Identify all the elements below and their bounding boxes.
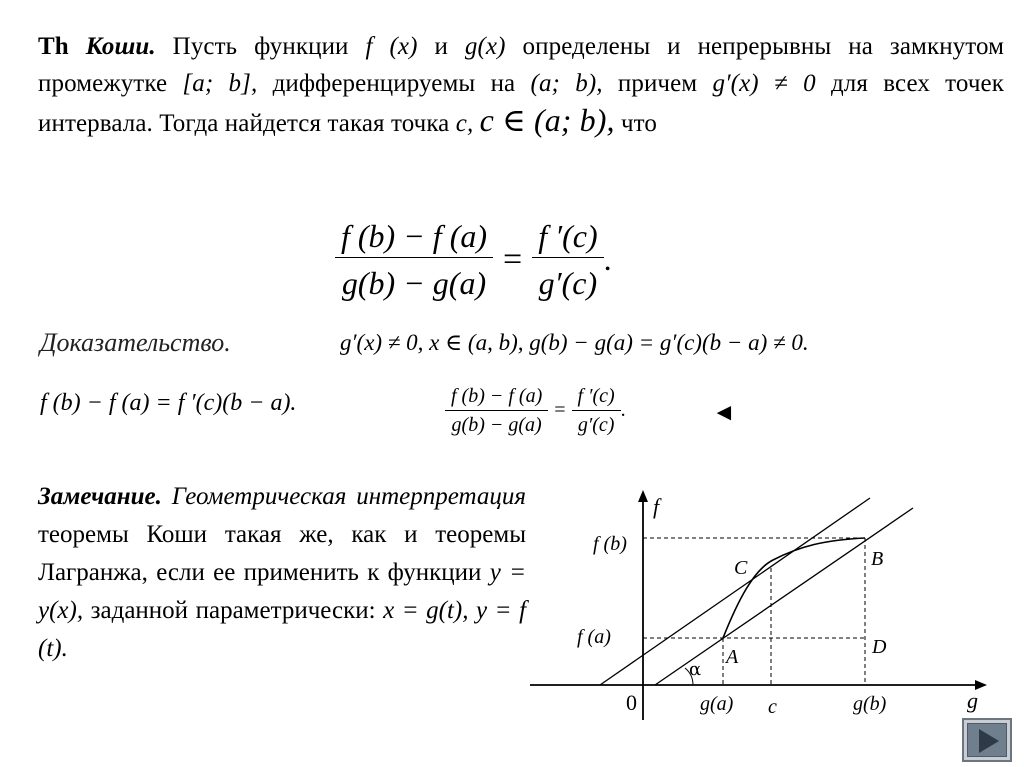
proof-label: Доказательство.: [40, 328, 231, 357]
function-g: g(x): [464, 33, 506, 60]
proof-rhs-denominator: g′(c): [577, 414, 615, 436]
ga-label: g(a): [700, 693, 734, 715]
proof-rhs-numerator: f ′(c): [577, 385, 615, 407]
theorem-name: Коши.: [85, 33, 156, 60]
point-D-label: D: [872, 636, 887, 658]
proof-line2: f (b) − f (a) = f ′(c)(b − a).: [40, 390, 297, 416]
fb-label: f (b): [593, 533, 627, 555]
theorem-text5: для всех точек интервала. Тогда найдется такая точка: [38, 70, 1004, 137]
theorem-text: [38, 28, 1004, 142]
function-f: f (x): [365, 33, 418, 60]
theorem-label: Th: [38, 33, 69, 60]
main-lhs-fraction: [335, 215, 493, 304]
point-B-label: B: [871, 548, 884, 570]
x-axis-label: g: [967, 688, 978, 713]
and-word: и: [434, 33, 448, 60]
remark-body2: заданной параметрически:: [90, 597, 376, 624]
c-label: c: [768, 696, 777, 718]
theorem-text2: определены и непрерывны на замкнутом промежутке: [38, 33, 1005, 97]
remark-body: теоремы Коши такая же, как и теоремы Лагранжа, если ее применить к функции: [38, 521, 526, 586]
closed-interval: [a; b],: [182, 70, 258, 97]
cauchy-graph: [525, 488, 995, 728]
point-c: c,: [455, 110, 474, 137]
alpha-label: α: [689, 659, 702, 680]
main-numerator: f (b) − f (a): [341, 218, 487, 254]
proof-numerator: f (b) − f (a): [451, 385, 543, 407]
theorem-text1: Пусть функции: [172, 33, 349, 60]
remark-param: x = g(t), y = f (t).: [38, 597, 527, 662]
main-end: .: [603, 241, 612, 277]
fa-label: f (a): [577, 626, 611, 648]
main-rhs-fraction: [532, 215, 603, 304]
open-interval: (a; b),: [530, 70, 603, 97]
y-axis-label: f: [653, 494, 660, 519]
proof-end: .: [620, 399, 626, 421]
main-equals: =: [503, 240, 523, 278]
proof-lhs-fraction: [445, 382, 548, 439]
remark-label: Замечание.: [38, 483, 162, 510]
point-C-label: C: [734, 557, 748, 579]
remark-text: [38, 478, 526, 668]
remark-func: y = y(x),: [38, 559, 527, 624]
proof-rhs-fraction: [572, 382, 621, 439]
main-denominator: g(b) − g(a): [341, 265, 487, 301]
qed-mark: ◄: [712, 400, 736, 426]
point-A-label: A: [726, 646, 739, 668]
y-axis-arrow: [638, 490, 648, 502]
proof-formula: [445, 382, 626, 439]
theorem-text6: что: [620, 110, 657, 137]
remark-emph: Геометрическая интерпретация: [171, 483, 526, 510]
origin-label: 0: [626, 690, 637, 715]
proof-denominator: g(b) − g(a): [451, 414, 542, 436]
next-slide-button[interactable]: [962, 718, 1012, 762]
main-formula: [335, 215, 612, 304]
theorem-text4: причем: [617, 70, 698, 97]
membership: c ∈ (a; b),: [479, 102, 615, 138]
main-rhs-denominator: g′(c): [538, 265, 598, 301]
proof-equals: =: [554, 399, 566, 421]
theorem-text3: дифференцируемы на: [272, 70, 516, 97]
proof-line1: g′(x) ≠ 0, x ∈ (a, b), g(b) − g(a) = g′(c)(b − a) ≠ 0.: [340, 330, 809, 355]
main-rhs-numerator: f ′(c): [538, 218, 598, 254]
condition: g′(x) ≠ 0: [712, 70, 816, 97]
gb-label: g(b): [853, 693, 887, 715]
